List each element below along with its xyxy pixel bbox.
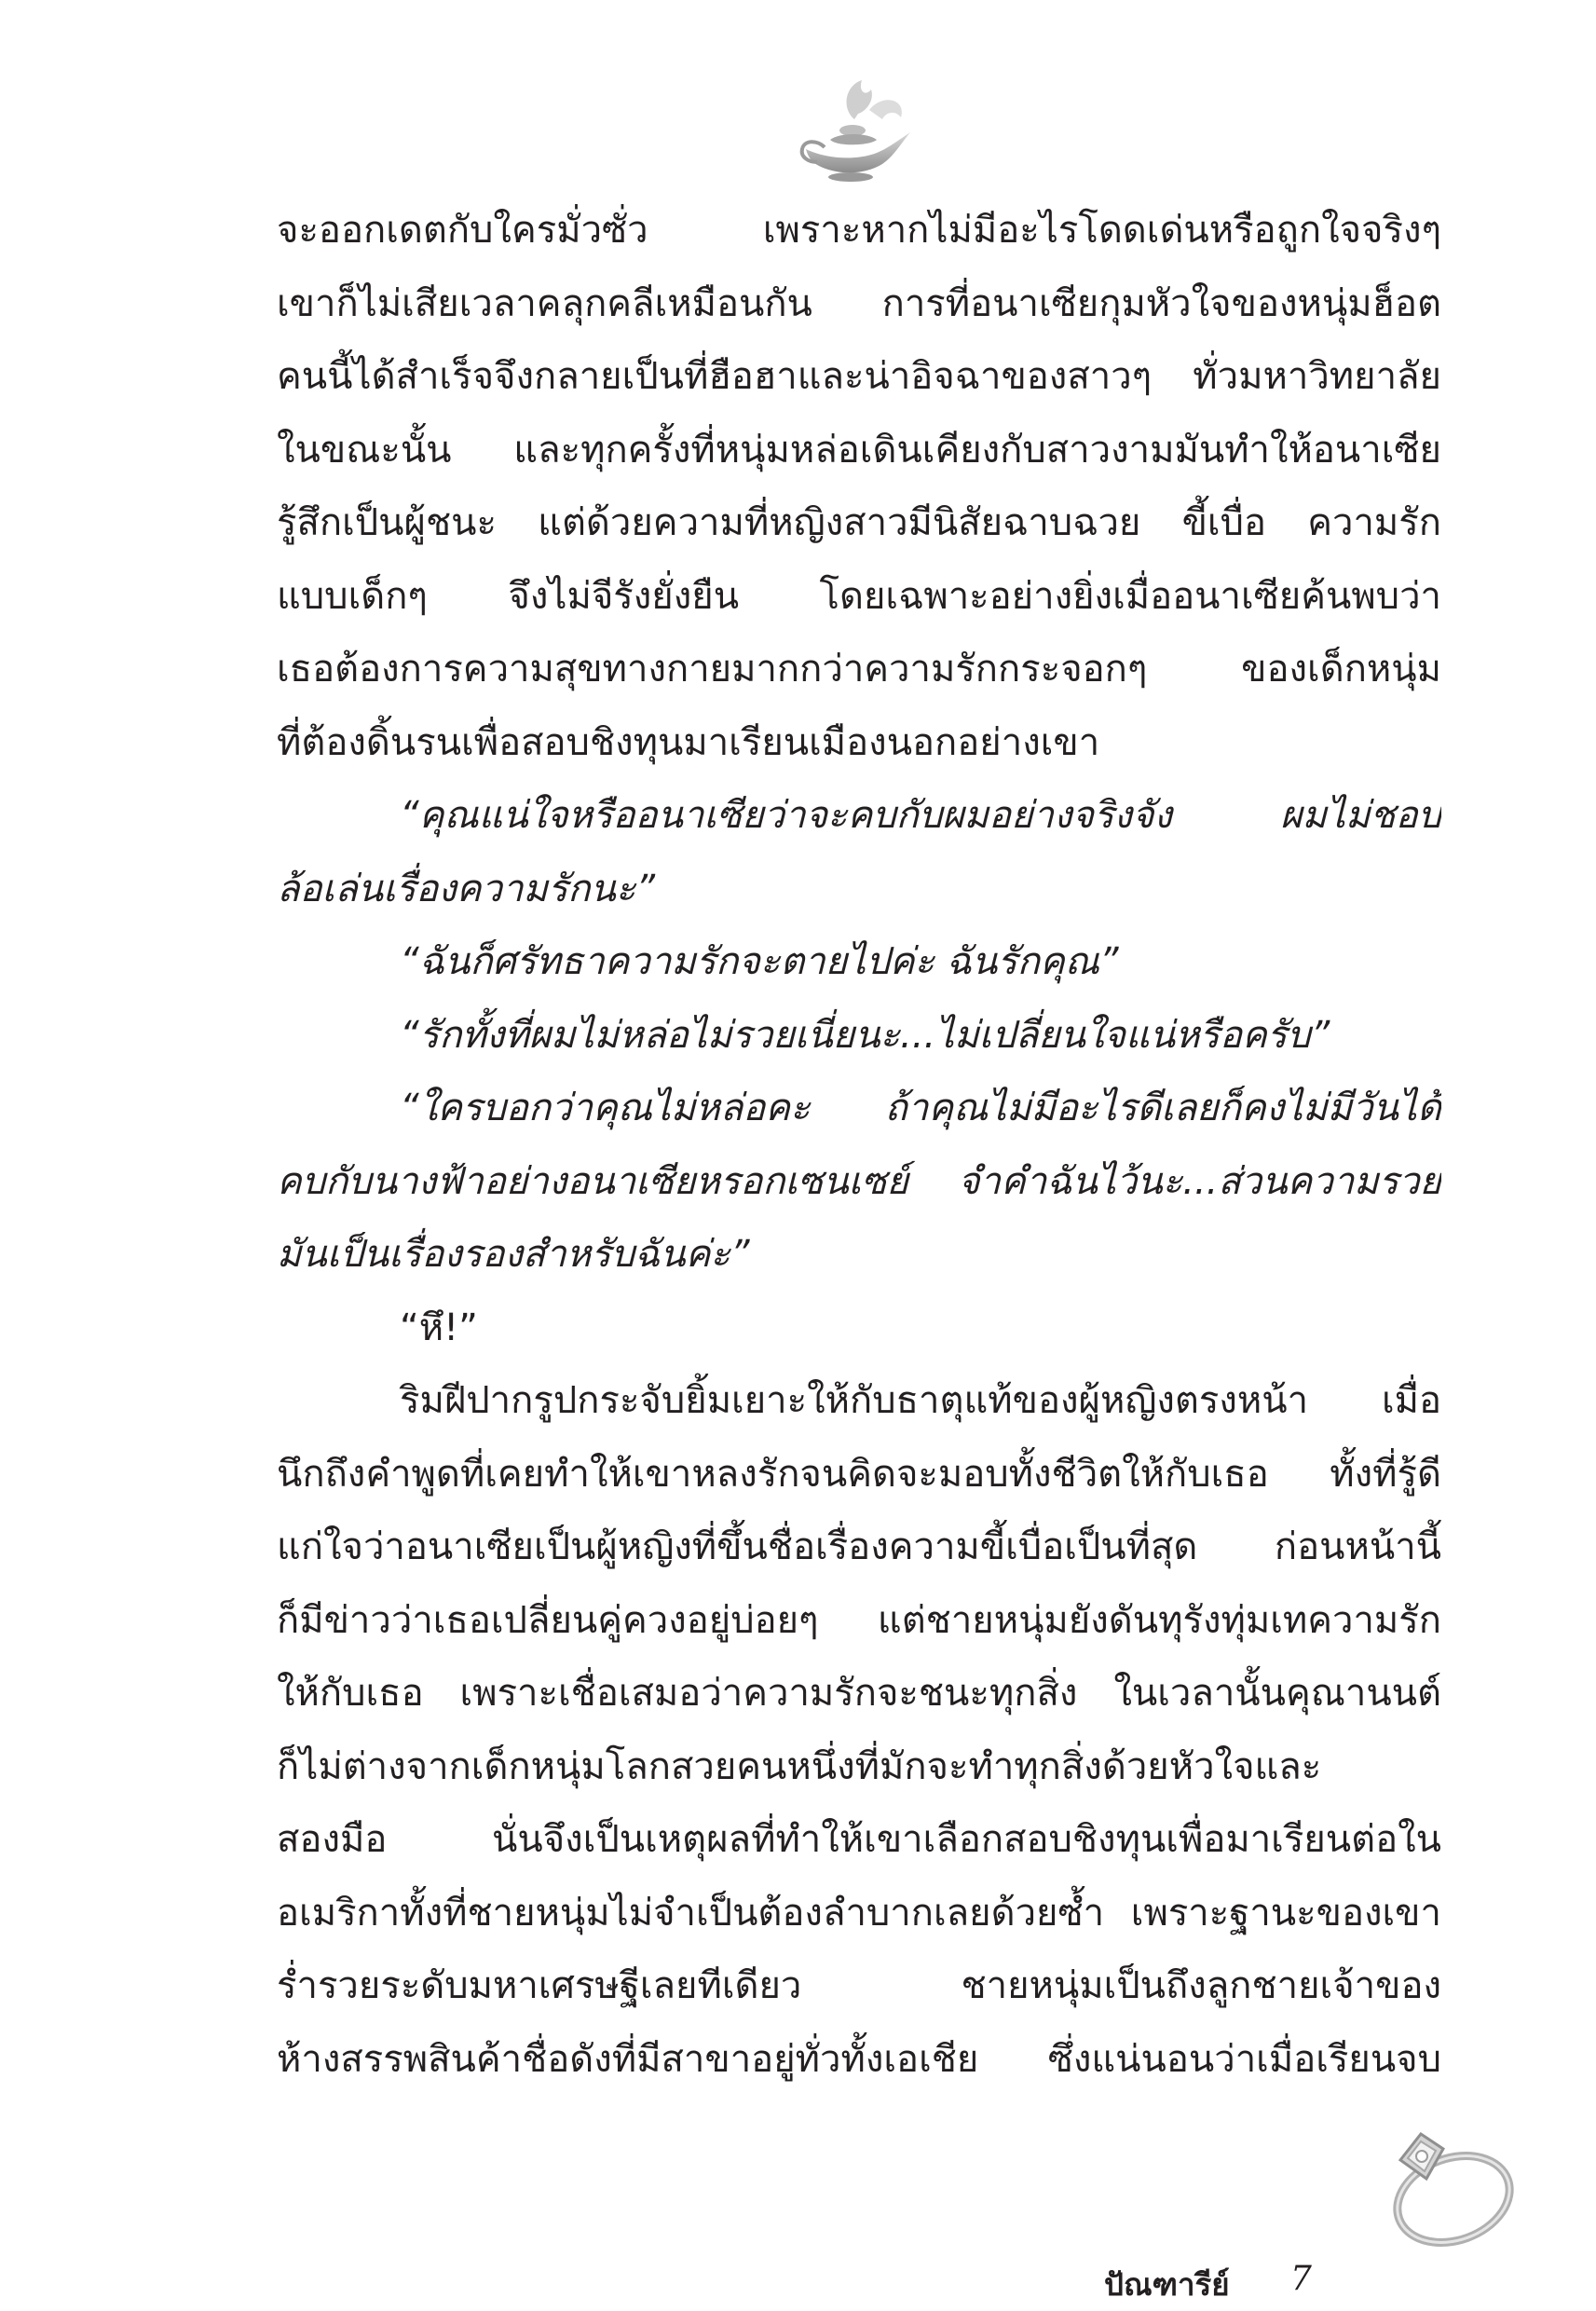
dialogue-line: มันเป็นเรื่องรองสำหรับฉันค่ะ” [277, 1233, 750, 1276]
dialogue-line: ล้อเล่นเรื่องความรักนะ” [277, 867, 656, 910]
text-line: ให้กับเธอ เพราะเชื่อเสมอว่าความรักจะชนะทุกสิ่ง ในเวลานั้นคุณานนต์ [277, 1672, 1441, 1715]
text-line: ในขณะนั้น และทุกครั้งที่หนุ่มหล่อเดินเคียงกับสาวงามมันทำให้อนาเซีย [277, 428, 1441, 472]
dialogue-line: “หึ!” [400, 1306, 478, 1349]
text-line: ร่ำรวยระดับมหาเศรษฐีเลยทีเดียว ชายหนุ่มเป็นถึงลูกชายเจ้าของ [277, 1964, 1441, 2007]
text-line: ก็มีข่าวว่าเธอเปลี่ยนคู่ควงอยู่บ่อยๆ แต่ชายหนุ่มยังดันทุรังทุ่มเทความรัก [277, 1598, 1441, 1642]
text-line: จะออกเดตกับใครมั่วซั่ว เพราะหากไม่มีอะไรโดดเด่นหรือถูกใจจริงๆ [277, 209, 1441, 252]
text-line: แบบเด็กๆ จึงไม่จีรังยั่งยืน โดยเฉพาะอย่างยิ่งเมื่ออนาเซียค้นพบว่า [277, 574, 1441, 618]
body-text [277, 194, 1441, 2096]
text-line: ริมฝีปากรูปกระจับยิ้มเยาะให้กับธาตุแท้ของผู้หญิงตรงหน้า เมื่อ [400, 1379, 1441, 1422]
dialogue-line: “คุณแน่ใจหรืออนาเซียว่าจะคบกับผมอย่างจริงจัง ผมไม่ชอบ [400, 794, 1441, 837]
text-line: อเมริกาทั้งที่ชายหนุ่มไม่จำเป็นต้องลำบากเลยด้วยซ้ำ เพราะฐานะของเขา [277, 1891, 1441, 1935]
text-line: ห้างสรรพสินค้าชื่อดังที่มีสาขาอยู่ทั่วทั้งเอเชีย ซึ่งแน่นอนว่าเมื่อเรียนจบ [277, 2037, 1441, 2081]
genie-lamp-icon [797, 73, 918, 185]
text-line: ก็ไม่ต่างจากเด็กหนุ่มโลกสวยคนหนึ่งที่มักจะทำทุกสิ่งด้วยหัวใจและ [277, 1744, 1322, 1788]
text-line: ที่ต้องดิ้นรนเพื่อสอบชิงทุนมาเรียนเมืองนอกอย่างเขา [277, 720, 1100, 764]
text-line: เธอต้องการความสุขทางกายมากกว่าความรักกระจอกๆ ของเด็กหนุ่ม [277, 648, 1441, 691]
text-line: รู้สึกเป็นผู้ชนะ แต่ด้วยความที่หญิงสาวมีนิสัยฉาบฉวย ขี้เบื่อ ความรัก [277, 501, 1441, 544]
dialogue-line: “ฉันก็ศรัทธาความรักจะตายไปค่ะ ฉันรักคุณ” [400, 940, 1119, 983]
text-line: สองมือ นั่นจึงเป็นเหตุผลที่ทำให้เขาเลือกสอบชิงทุนเพื่อมาเรียนต่อใน [277, 1818, 1441, 1861]
text-line: คนนี้ได้สำเร็จจึงกลายเป็นที่ฮือฮาและน่าอิจฉาของสาวๆ ทั่วมหาวิทยาลัย [277, 355, 1441, 398]
text-line: เขาก็ไม่เสียเวลาคลุกคลีเหมือนกัน การที่อนาเซียกุมหัวใจของหนุ่มฮ็อต [277, 281, 1441, 325]
diamond-ring-icon [1365, 2106, 1523, 2264]
dialogue-line: คบกับนางฟ้าอย่างอนาเซียหรอกเซนเซย์ จำคำฉันไว้นะ...ส่วนความรวย [277, 1159, 1441, 1203]
dialogue-line: “ใครบอกว่าคุณไม่หล่อคะ ถ้าคุณไม่มีอะไรดีเลยก็คงไม่มีวันได้ [400, 1087, 1441, 1129]
book-title: ปัณฑารีย์ [1104, 2266, 1230, 2303]
page-number: 7 [1290, 2260, 1312, 2298]
text-line: แก่ใจว่าอนาเซียเป็นผู้หญิงที่ขึ้นชื่อเรื่องความขี้เบื่อเป็นที่สุด ก่อนหน้านี้ [277, 1525, 1441, 1568]
dialogue-line: “รักทั้งที่ผมไม่หล่อไม่รวยเนี่ยนะ...ไม่เปลี่ยนใจแน่หรือครับ” [400, 1013, 1330, 1057]
text-line: นึกถึงคำพูดที่เคยทำให้เขาหลงรักจนคิดจะมอบทั้งชีวิตให้กับเธอ ทั้งที่รู้ดี [277, 1452, 1441, 1496]
